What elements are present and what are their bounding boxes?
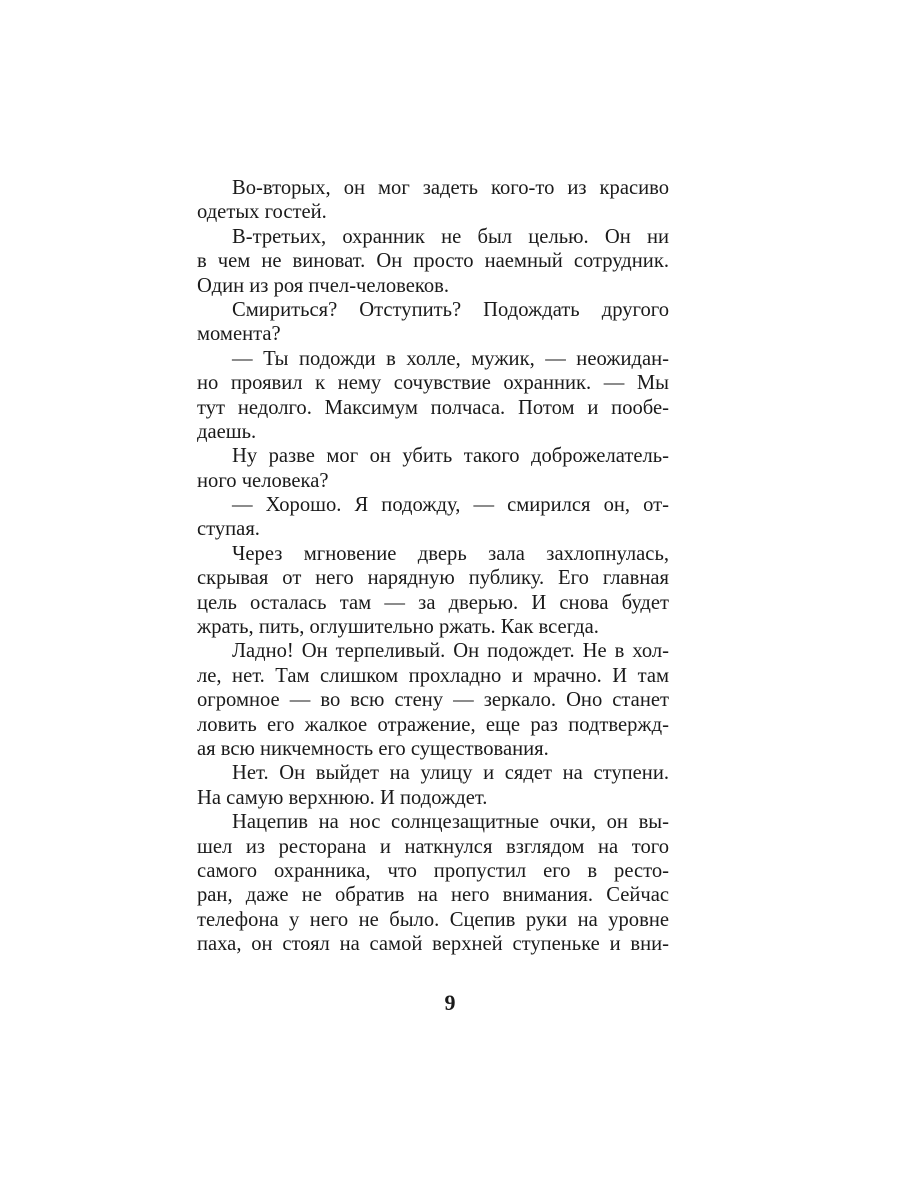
paragraph-6 xyxy=(197,493,669,542)
text-line: В-третьих, охранник не был целью. Он ни xyxy=(232,225,669,248)
text-line: ловить его жалкое отражение, еще раз подтвержд- xyxy=(197,713,669,736)
text-line: ступая. xyxy=(197,518,260,541)
text-line: ая всю никчемность его существования. xyxy=(197,737,549,760)
paragraph-1 xyxy=(197,176,669,225)
text-line: даешь. xyxy=(197,420,257,443)
text-line: Смириться? Отступить? Подождать другого xyxy=(232,298,669,321)
text-line: Во-вторых, он мог задеть кого-то из красиво xyxy=(232,177,669,199)
paragraph-2 xyxy=(197,225,669,298)
text-line: Нацепив на нос солнцезащитные очки, он вы- xyxy=(232,811,669,834)
text-line: Ладно! Он терпеливый. Он подождет. Не в хол- xyxy=(232,640,669,663)
text-line: На самую верхнюю. И подождет. xyxy=(197,786,488,809)
text-line: шел из ресторана и наткнулся взглядом на того xyxy=(197,835,669,858)
text-line: ного человека? xyxy=(197,469,329,492)
body-text xyxy=(197,176,669,957)
text-line: — Ты подожди в холле, мужик, — неожидан- xyxy=(232,347,669,370)
text-line: паха, он стоял на самой верхней ступеньке и вни- xyxy=(197,933,669,956)
text-line: огромное — во всю стену — зеркало. Оно станет xyxy=(197,689,669,712)
text-line: Один из роя пчел-человеков. xyxy=(197,274,449,297)
text-line: ле, нет. Там слишком прохладно и мрачно. И там xyxy=(197,664,669,687)
text-line: Ну разве мог он убить такого доброжелатель- xyxy=(232,445,669,468)
paragraph-7 xyxy=(197,542,669,640)
text-line: — Хорошо. Я подожду, — смирился он, от- xyxy=(232,494,669,517)
text-line: телефона у него не было. Сцепив руки на уровне xyxy=(197,908,669,931)
text-line: в чем не виноват. Он просто наемный сотрудник. xyxy=(197,250,669,273)
page-number: 9 xyxy=(444,990,456,1015)
text-line: Нет. Он выйдет на улицу и сядет на ступени. xyxy=(232,762,669,785)
text-line: тут недолго. Максимум полчаса. Потом и пообе- xyxy=(197,396,669,419)
text-line: ран, даже не обратив на него внимания. Сейчас xyxy=(197,884,669,907)
text-line: момента? xyxy=(197,323,281,346)
text-line: цель осталась там — за дверью. И снова будет xyxy=(197,591,669,614)
text-line: скрывая от него нарядную публику. Его главная xyxy=(197,567,669,590)
text-line: Через мгновение дверь зала захлопнулась, xyxy=(232,542,669,565)
text-line: одетых гостей. xyxy=(197,201,327,224)
paragraph-4 xyxy=(197,347,669,445)
paragraph-10 xyxy=(197,810,669,956)
paragraph-8 xyxy=(197,639,669,761)
text-line: жрать, пить, оглушительно ржать. Как всегда. xyxy=(197,616,599,639)
paragraph-9 xyxy=(197,761,669,810)
text-line: самого охранника, что пропустил его в ресто- xyxy=(197,859,669,882)
text-line: но проявил к нему сочувствие охранник. — Мы xyxy=(197,372,669,395)
paragraph-5 xyxy=(197,444,669,493)
paragraph-3 xyxy=(197,298,669,347)
